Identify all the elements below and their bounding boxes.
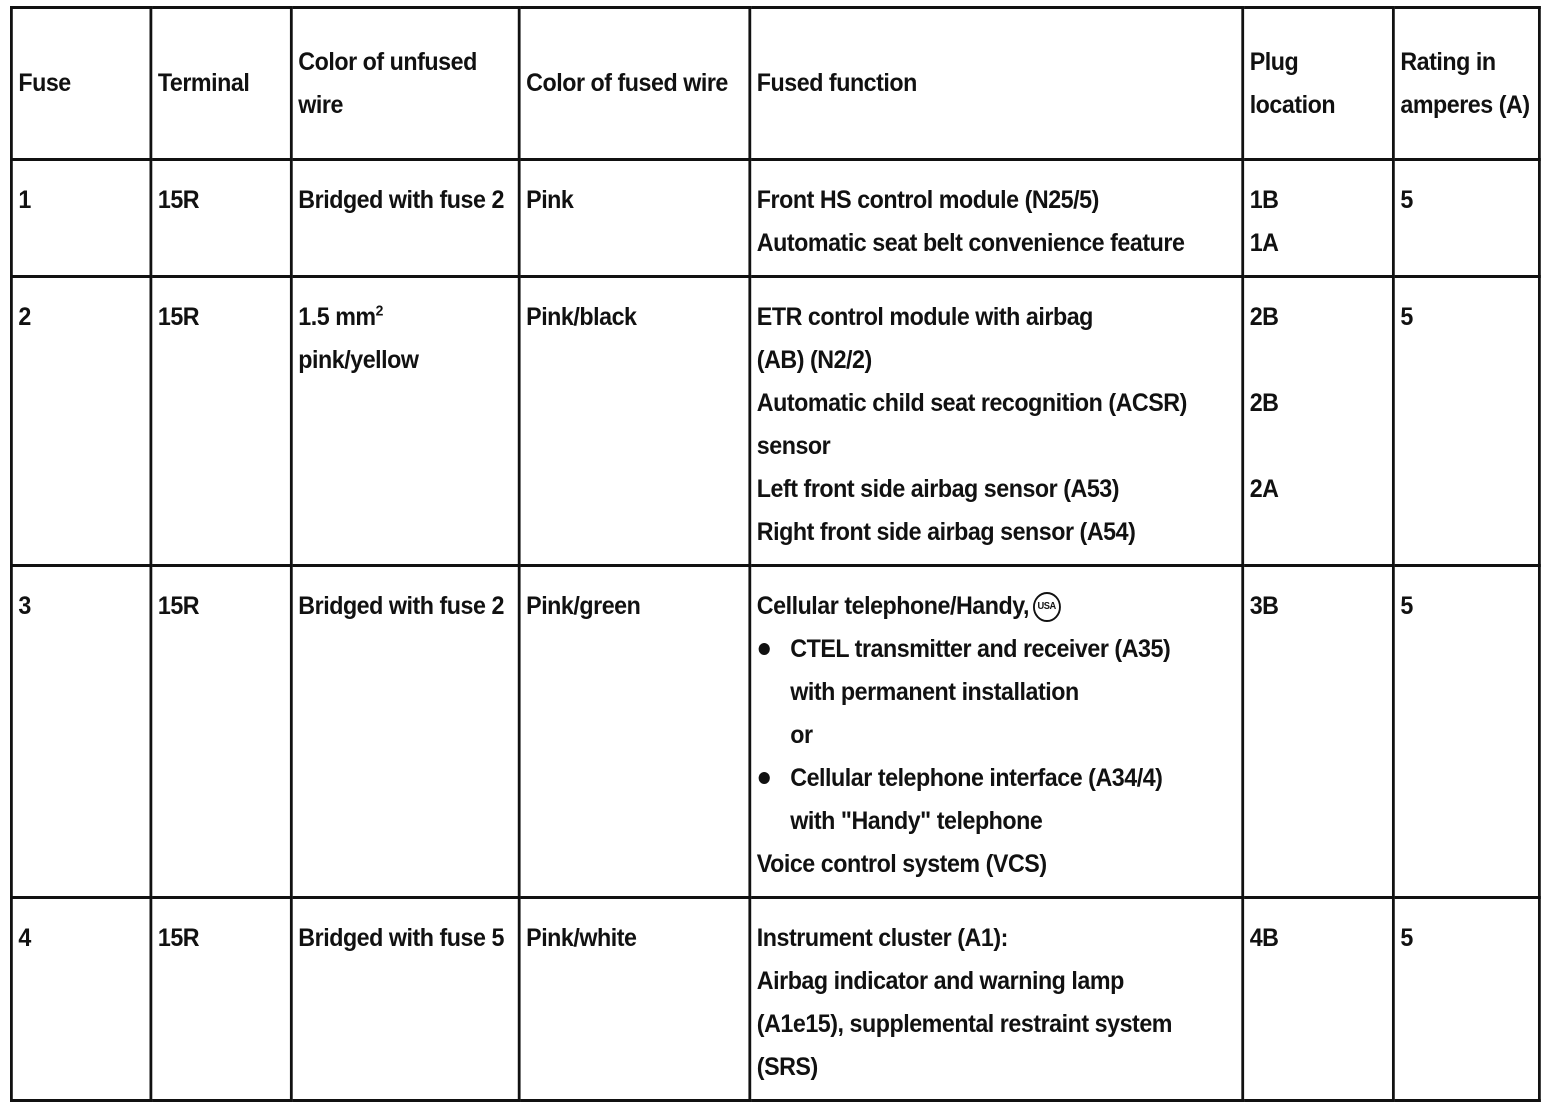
header-fuse: Fuse xyxy=(11,8,151,160)
cell-rating: 5 xyxy=(1393,898,1539,1101)
fuse-table-page xyxy=(10,6,1538,1081)
fuse-table xyxy=(10,6,1541,1102)
cell-plug: 4B xyxy=(1243,898,1394,1101)
cell-terminal: 15R xyxy=(151,898,291,1101)
cell-rating: 5 xyxy=(1393,566,1539,898)
cell-function: Instrument cluster (A1): Airbag indicator and warning lamp (A1e15), supplemental restraint system (SRS) xyxy=(750,898,1243,1101)
cell-fuse: 4 xyxy=(11,898,151,1101)
cell-unfused-color: Bridged with fuse 5 xyxy=(291,898,519,1101)
wire-gauge: 1.5 mm xyxy=(298,303,376,331)
usa-badge-icon: USA xyxy=(1033,592,1061,622)
cell-rating: 5 xyxy=(1393,160,1539,277)
bullet-item: Cellular telephone interface (A34/4) xyxy=(757,757,1236,800)
table-row xyxy=(11,898,1539,1101)
cell-fuse: 1 xyxy=(11,160,151,277)
header-function: Fused function xyxy=(750,8,1243,160)
cell-unfused-color: 1.5 $mm^2$ pink/yellow xyxy=(291,277,519,566)
header-unfused-color: Color of unfused wire xyxy=(291,8,519,160)
superscript: 2 xyxy=(375,302,383,320)
cell-unfused-color: Bridged with fuse 2 xyxy=(291,566,519,898)
bullet-icon xyxy=(759,643,770,655)
cell-fused-color: Pink/black xyxy=(519,277,750,566)
cell-fused-color: Pink/green xyxy=(519,566,750,898)
header-fused-color: Color of fused wire xyxy=(519,8,750,160)
header-terminal: Terminal xyxy=(151,8,291,160)
table-row xyxy=(11,277,1539,566)
cell-plug: 2B 2B 2A xyxy=(1243,277,1394,566)
cell-fused-color: Pink xyxy=(519,160,750,277)
cell-function: ETR control module with airbag (AB) (N2/2) Automatic child seat recognition (ACSR) sensor Left front side airbag sensor (A53) Right front side airbag sensor (A54) xyxy=(750,277,1243,566)
cell-function: Cellular telephone/Handy, USA CTEL transmitter and receiver (A35) with permanent installation or Cellular telephone interface (A34/4) with "Handy" telephone Voice control system (VCS) xyxy=(750,566,1243,898)
cell-fuse: 3 xyxy=(11,566,151,898)
bullet-item: CTEL transmitter and receiver (A35) xyxy=(757,628,1236,671)
header-rating: Rating in amperes (A) xyxy=(1393,8,1539,160)
cell-terminal: 15R xyxy=(151,277,291,566)
header-row xyxy=(11,8,1539,160)
cell-fuse: 2 xyxy=(11,277,151,566)
cell-terminal: 15R xyxy=(151,160,291,277)
cell-plug: 1B 1A xyxy=(1243,160,1394,277)
cell-terminal: 15R xyxy=(151,566,291,898)
header-plug: Plug location xyxy=(1243,8,1394,160)
table-row xyxy=(11,566,1539,898)
cell-fused-color: Pink/white xyxy=(519,898,750,1101)
cell-function: Front HS control module (N25/5) Automatic seat belt convenience feature xyxy=(750,160,1243,277)
table-row xyxy=(11,160,1539,277)
cell-unfused-color: Bridged with fuse 2 xyxy=(291,160,519,277)
bullet-icon xyxy=(759,772,770,784)
cell-rating: 5 xyxy=(1393,277,1539,566)
cell-plug: 3B xyxy=(1243,566,1394,898)
